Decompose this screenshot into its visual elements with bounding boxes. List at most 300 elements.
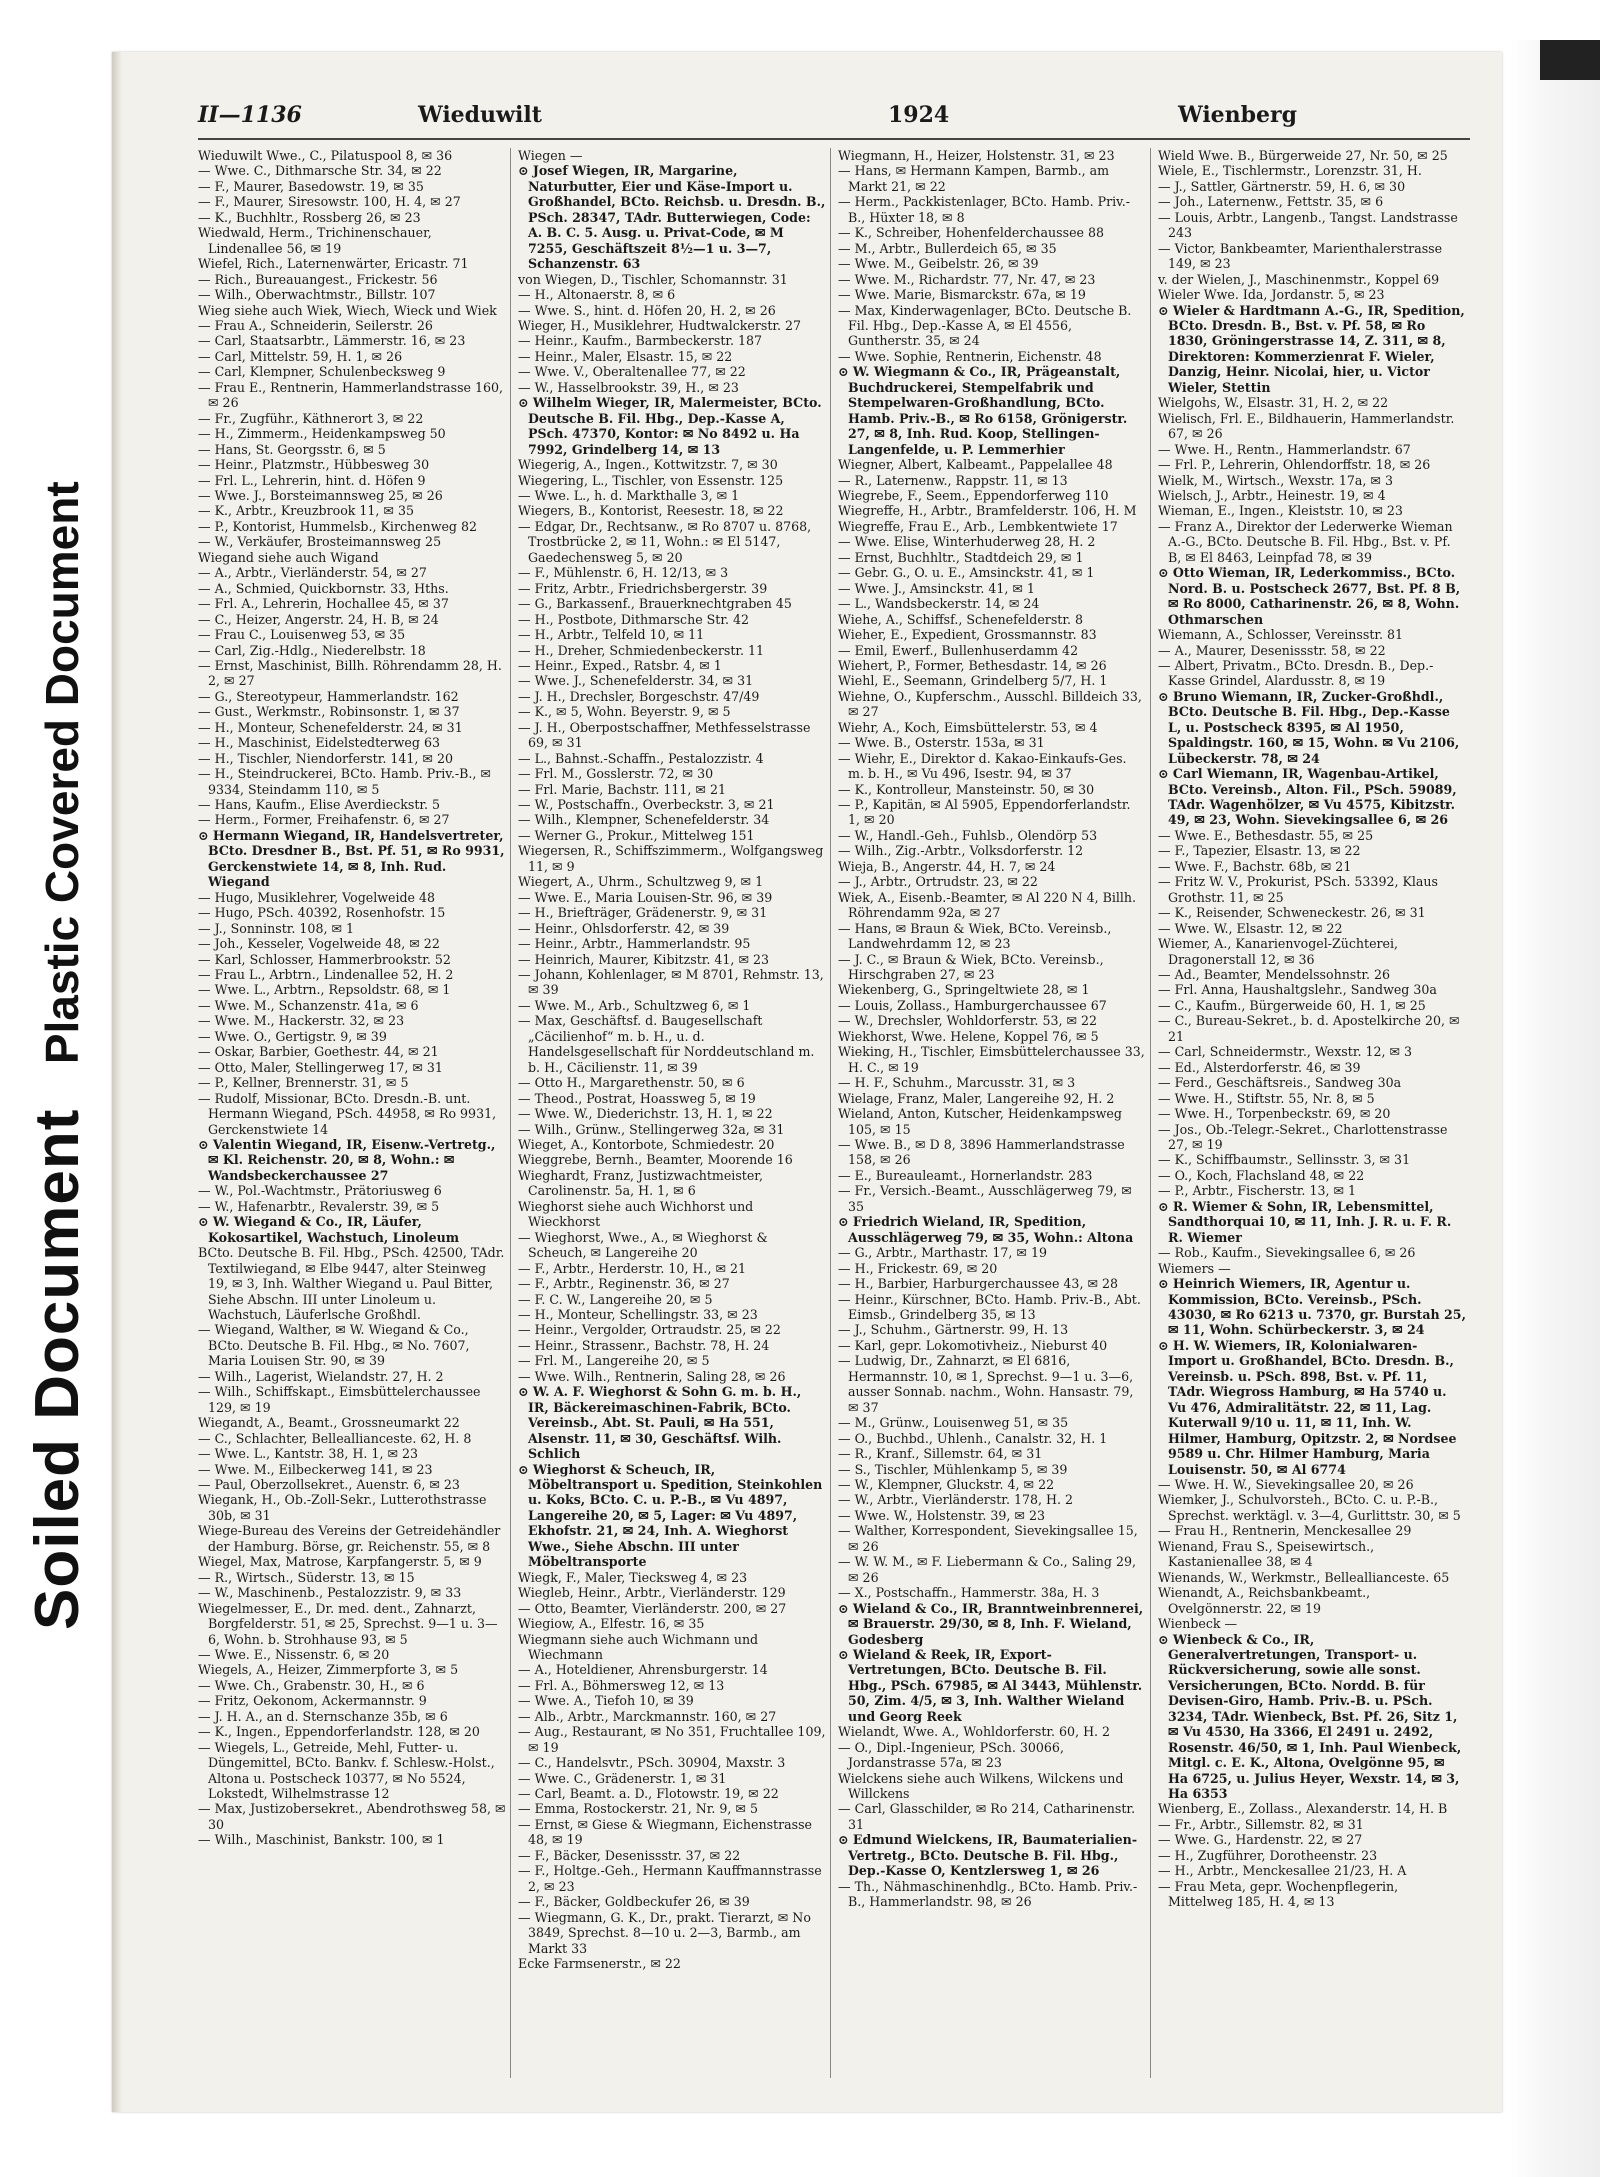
directory-entry: Wieking, H., Tischler, Eimsbüttelerchaussee 33, H. C., ✉ 19 (838, 1044, 1145, 1075)
directory-entry: — Edgar, Dr., Rechtsanw., ✉ Ro 8707 u. 8768, Trostbrücke 2, ✉ 11, Wohn.: ✉ El 5147, Gaedechensweg 5, ✉ 20 (518, 518, 812, 565)
directory-entry: — Carl, Klempner, Schulenbecksweg 9 (198, 364, 446, 380)
directory-entry: Wienbeck — (1158, 1616, 1238, 1632)
directory-entry: — K., Schreiber, Hohenfelderchaussee 88 (838, 225, 1105, 241)
directory-entry: — Frau C., Louisenweg 53, ✉ 35 (198, 627, 406, 643)
directory-entry: — Fr., Versich.-Beamt., Ausschlägerweg 79, ✉ 35 (838, 1183, 1132, 1214)
directory-entry: — Wilh., Oberwachtmstr., Billstr. 107 (198, 287, 436, 303)
directory-entry: — Heinr., Platzmstr., Hübbesweg 30 (198, 457, 430, 473)
directory-entry: — Frau L., Arbtrn., Lindenallee 52, H. 2 (198, 967, 454, 983)
directory-entry: — F., Arbtr., Herderstr. 10, H., ✉ 21 (518, 1260, 747, 1276)
directory-entry: von Wiegen, D., Tischler, Schomannstr. 31 (518, 271, 788, 287)
directory-entry: — Fritz, Oekonom, Ackermannstr. 9 (198, 1693, 427, 1709)
plastic-covered-label: Plastic Covered Document (36, 481, 88, 1065)
directory-entry: — Aug., Restaurant, ✉ No 351, Fruchtallee 109, ✉ 19 (518, 1724, 826, 1755)
directory-entry: — M., Arbtr., Bullerdeich 65, ✉ 35 (838, 240, 1057, 256)
directory-entry: — Wwe. S., hint. d. Höfen 20, H. 2, ✉ 26 (518, 302, 776, 318)
directory-entry: — Ernst, Maschinist, Billh. Röhrendamm 28, H. 2, ✉ 27 (198, 657, 502, 689)
directory-entry: — Frl. A., Lehrerin, Hochallee 45, ✉ 37 (198, 596, 449, 612)
directory-entry: ⊙ Bruno Wiemann, IR, Zucker-Großhdl., BCto. Deutsche B. Fil. Hbg., Dep.-Kasse L, u. Postscheck 8395, ✉ Al 1950, Spaldingstr. 160, ✉ 15, Wohn. ✉ Vu 2106, Lübeckerstr. 78, ✉ 24 (1158, 688, 1460, 766)
directory-entry: — Heinr., Maler, Elsastr. 15, ✉ 22 (518, 348, 733, 364)
directory-entry: — Wiehr, E., Direktor d. Kakao-Einkaufs-Ges. m. b. H., ✉ Vu 496, Isestr. 94, ✉ 37 (838, 750, 1127, 782)
directory-entry: Wiegrebe, F., Seem., Eppendorferweg 110 (838, 487, 1109, 503)
directory-entry: Wiegert, A., Uhrm., Schultzweg 9, ✉ 1 (518, 874, 764, 890)
directory-entry: — Frl. A., Böhmersweg 12, ✉ 13 (518, 1677, 725, 1693)
directory-entry: — Jos., Ob.-Telegr.-Sekret., Charlottenstrasse 27, ✉ 19 (1158, 1121, 1448, 1152)
directory-entry: v. der Wielen, J., Maschinenmstr., Koppel 69 (1158, 271, 1440, 287)
directory-entry: Wiemers — (1158, 1260, 1231, 1276)
directory-entry: — Otto H., Margarethenstr. 50, ✉ 6 (518, 1075, 745, 1091)
directory-entry: — Frl. Marie, Bachstr. 111, ✉ 21 (518, 781, 727, 797)
directory-entry: — R., Kranf., Sillemstr. 64, ✉ 31 (838, 1446, 1043, 1462)
directory-entry: — J. H. A., an d. Sternschanze 35b, ✉ 6 (198, 1708, 448, 1724)
directory-entry: Wiehert, P., Former, Bethesdastr. 14, ✉ 26 (838, 657, 1107, 673)
directory-entry: Wiehr, A., Koch, Eimsbüttelerstr. 53, ✉ 4 (838, 719, 1098, 735)
directory-entry: Wielk, M., Wirtsch., Wexstr. 17a, ✉ 3 (1158, 472, 1393, 488)
directory-entry: Wiege-Bureau des Vereins der Getreidehändler der Hamburg. Börse, gr. Reichenstr. 55, ✉ 8 (198, 1523, 501, 1554)
directory-entry: — K., Reisender, Schweneckestr. 26, ✉ 31 (1158, 905, 1426, 921)
directory-entry: — Wwe. H., Torpenbeckstr. 69, ✉ 20 (1158, 1106, 1391, 1122)
directory-entry: ⊙ Wieghorst & Scheuch, IR, Möbeltransport u. Spedition, Steinkohlen u. Koks, BCto. C. u. P.-B., ✉ Vu 4897, Langereihe 20, ✉ 5, Lager: ✉ Vu 4897, Ekhofstr. 21, ✉ 24, Inh. A. Wieghorst Wwe., Siehe Abschn. III unter Möbeltransporte (518, 1461, 823, 1570)
directory-entry: — G., Barkassenf., Brauerknechtgraben 45 (518, 596, 792, 612)
directory-entry: — Otto, Maler, Stellingerweg 17, ✉ 31 (198, 1059, 443, 1075)
directory-entry: — Rob., Kaufm., Sievekingsallee 6, ✉ 26 (1158, 1245, 1416, 1261)
directory-entry: — Wwe. H. W., Sievekingsallee 20, ✉ 26 (1158, 1476, 1414, 1492)
directory-entry: — Wwe. J., Schenefelderstr. 34, ✉ 31 (518, 673, 754, 689)
directory-entry: — H., Altonaerstr. 8, ✉ 6 (518, 287, 676, 303)
directory-entry: Wieman, E., Ingen., Kleiststr. 10, ✉ 23 (1158, 503, 1403, 519)
directory-entry: — Walther, Korrespondent, Sievekingsallee 15, ✉ 26 (838, 1523, 1138, 1554)
directory-entry: Ecke Farmsenerstr., ✉ 22 (518, 1956, 681, 1972)
directory-entry: Wiegel, Max, Matrose, Karpfangerstr. 5, ✉ 9 (198, 1554, 482, 1570)
directory-entry: — Rudolf, Missionar, BCto. Dresdn.-B. unt. Hermann Wiegand, PSch. 44958, ✉ Ro 9931, Gerckenstwiete 14 (198, 1090, 497, 1137)
directory-entry: — Paul, Oberzollsekret., Auenstr. 6, ✉ 23 (198, 1476, 460, 1492)
directory-entry: Wiek, A., Eisenb.-Beamter, ✉ Al 220 N 4, Billh. Röhrendamm 92a, ✉ 27 (838, 889, 1137, 921)
directory-entry: — W., Hasselbrookstr. 39, H., ✉ 23 (518, 379, 739, 395)
side-label-text (22, 481, 93, 1630)
directory-entry: ⊙ Wieland & Co., IR, Branntweinbrennerei, ✉ Brauerstr. 29/30, ✉ 8, Inh. F. Wieland, Godesberg (838, 1600, 1144, 1647)
directory-entry: Wiegers, B., Kontorist, Reesestr. 18, ✉ 22 (518, 503, 784, 519)
directory-entry: — Wwe. M., Schanzenstr. 41a, ✉ 6 (198, 997, 419, 1013)
directory-entry: — Franz A., Direktor der Lederwerke Wieman A.-G., BCto. Deutsche B. Fil. Hbg., Bst. v. Pf. B, ✉ El 8463, Leinpfad 78, ✉ 39 (1158, 518, 1453, 565)
directory-entry: — H., Arbtr., Telfeld 10, ✉ 11 (518, 627, 705, 643)
side-label (22, 150, 92, 1650)
page-gutter (1510, 40, 1600, 2177)
directory-entry: — Wwe. Elise, Winterhuderweg 28, H. 2 (838, 534, 1096, 550)
directory-entry: — H., Monteur, Schenefelderstr. 24, ✉ 31 (198, 719, 463, 735)
directory-entry: — Heinr., Strassenr., Bachstr. 78, H. 24 (518, 1337, 770, 1353)
directory-entry: — Carl, Zig.-Hdlg., Niederelbstr. 18 (198, 642, 426, 658)
directory-entry: — Wilh., Schiffskapt., Eimsbüttelerchaussee 129, ✉ 19 (198, 1384, 481, 1415)
directory-entry: ⊙ H. W. Wiemers, IR, Kolonialwaren-Import u. Großhandel, BCto. Dresdn. B., Vereinsb. u. PSch. 898, Bst. v. Pf. 11, TAdr. Wiegross Hamburg, ✉ Ha 5740 u. Vu 476, Admiralitätstr. 22, ✉ 11, Lag. Kuterwall 9/10 u. 11, ✉ 11, Inh. W. Hilmer, Hamburg, Opitzstr. 2, ✉ Nordsee 9589 u. Chr. Hilmer Hamburg, Maria Louisenstr. 50, ✉ Al 6774 (1158, 1337, 1457, 1477)
directory-entry: — Max, Justizobersekret., Abendrothsweg 58, ✉ 30 (198, 1801, 506, 1832)
directory-entry: Wieg siehe auch Wiek, Wiech, Wieck und Wiek (198, 302, 497, 318)
directory-entry: — Heinrich, Maurer, Kibitzstr. 41, ✉ 23 (518, 951, 770, 967)
directory-entry: — K., ✉ 5, Wohn. Beyerstr. 9, ✉ 5 (518, 704, 731, 720)
directory-entry: Wiegmann, H., Heizer, Holstenstr. 31, ✉ 23 (838, 148, 1115, 163)
directory-entry: — Frl. M., Gosslerstr. 72, ✉ 30 (518, 766, 714, 782)
directory-entry: Wieher, E., Expedient, Grossmannstr. 83 (838, 627, 1097, 643)
directory-entry: — A., Schmied, Quickbornstr. 33, Hths. (198, 580, 449, 596)
directory-entry: — Oskar, Barbier, Goethestr. 44, ✉ 21 (198, 1044, 439, 1060)
directory-entry: — Wwe. L., Kantstr. 38, H. 1, ✉ 23 (198, 1446, 419, 1462)
directory-entry: — A., Hoteldiener, Ahrensburgerstr. 14 (518, 1662, 768, 1678)
directory-entry: — R., Laternenw., Rappstr. 11, ✉ 13 (838, 472, 1068, 488)
directory-entry: — Wilh., Zig.-Arbtr., Volksdorferstr. 12 (838, 843, 1084, 859)
directory-entry: — F., Bäcker, Goldbeckufer 26, ✉ 39 (518, 1894, 750, 1910)
page-content (112, 52, 1502, 2112)
directory-entry: — H., Tischler, Niendorferstr. 141, ✉ 20 (198, 750, 453, 766)
directory-entry: — Frau A., Schneiderin, Seilerstr. 26 (198, 317, 433, 333)
directory-entry: — Wilh., Lagerist, Wielandstr. 27, H. 2 (198, 1368, 444, 1384)
directory-entry: — Ernst, Buchhltr., Stadtdeich 29, ✉ 1 (838, 549, 1084, 565)
directory-entry: Wiegering, L., Tischler, von Essenstr. 125 (518, 472, 784, 488)
directory-entry: — Wwe. M., Geibelstr. 26, ✉ 39 (838, 256, 1039, 272)
directory-entry: Wiegleb, Heinr., Arbtr., Vierländerstr. 129 (518, 1585, 786, 1601)
directory-entry: — J. H., Oberpostschaffner, Methfesselstrasse 69, ✉ 31 (518, 719, 811, 751)
directory-entry: — Louis, Arbtr., Langenb., Tangst. Landstrasse 243 (1158, 209, 1458, 241)
directory-entry: — Johann, Kohlenlager, ✉ M 8701, Rehmstr. 13, ✉ 39 (518, 967, 824, 998)
column-4 (1158, 148, 1466, 2078)
directory-entry: — Frl. P., Lehrerin, Ohlendorffstr. 18, ✉ 26 (1158, 457, 1431, 473)
directory-entry: — Herm., Packkistenlager, BCto. Hamb. Priv.-B., Hüxter 18, ✉ 8 (838, 194, 1130, 225)
directory-entry: Wieghorst siehe auch Wichhorst und Wieckhorst (518, 1198, 754, 1230)
directory-entry: ⊙ Wieler & Hardtmann A.-G., IR, Spedition, BCto. Dresdn. B., Bst. v. Pf. 58, ✉ Ro 1830, Gröningerstrasse 14, Z. 311, ✉ 8, Direktoren: Kommerzienrat F. Wieler, Danzig, Heinr. Nicolai, hier, u. Victor Wieler, Stettin (1158, 302, 1465, 395)
directory-entry: ⊙ Heinrich Wiemers, IR, Agentur u. Kommission, BCto. Vereinsb., PSch. 43030, ✉ Ro 6213 u. 7370, gr. Burstah 25, ✉ 11, Wohn. Schürbeckerstr. 3, ✉ 24 (1158, 1276, 1466, 1338)
directory-entry: — O., Koch, Flachsland 48, ✉ 22 (1158, 1167, 1365, 1183)
directory-entry: Wienandt, A., Reichsbankbeamt., Ovelgönnerstr. 22, ✉ 19 (1158, 1585, 1371, 1616)
directory-entry: — Carl, Staatsarbtr., Lämmerstr. 16, ✉ 23 (198, 333, 466, 349)
directory-entry: Wiemann, A., Schlosser, Vereinsstr. 81 (1158, 627, 1404, 643)
directory-entry: — Wwe. F., Bachstr. 68b, ✉ 21 (1158, 858, 1352, 874)
directory-entry: — H. F., Schuhm., Marcusstr. 31, ✉ 3 (838, 1075, 1076, 1091)
directory-entry: — Heinr., Exped., Ratsbr. 4, ✉ 1 (518, 657, 722, 673)
columns (198, 148, 1470, 2078)
directory-entry: — Wwe. J., Borsteimannsweg 25, ✉ 26 (198, 487, 443, 503)
directory-entry: — Fr., Zugführ., Käthnerort 3, ✉ 22 (198, 410, 424, 426)
directory-entry: — Joh., Laternenw., Fettstr. 35, ✉ 6 (1158, 194, 1384, 210)
directory-entry: — H., Zugführer, Dorotheenstr. 23 (1158, 1847, 1378, 1863)
directory-entry: — Wilh., Grünw., Stellingerweg 32a, ✉ 31 (518, 1121, 785, 1137)
directory-entry: Wielandt, Wwe. A., Wohldorferstr. 60, H. 2 (838, 1724, 1111, 1740)
directory-entry: — Wwe. C., Grädenerstr. 1, ✉ 31 (518, 1770, 727, 1786)
directory-entry: — Wwe. M., Hackerstr. 32, ✉ 23 (198, 1013, 405, 1029)
directory-entry: Wienands, W., Werkmstr., Belleallianceste. 65 (1158, 1569, 1450, 1585)
directory-entry: — K., Buchhltr., Rossberg 26, ✉ 23 (198, 209, 421, 225)
directory-entry: — E., Bureauleamt., Hornerlandstr. 283 (838, 1167, 1093, 1183)
directory-entry: Wieland, Anton, Kutscher, Heidenkampsweg 105, ✉ 15 (838, 1106, 1122, 1137)
directory-entry: — Heinr., Arbtr., Hammerlandstr. 95 (518, 936, 751, 952)
directory-entry: — Ad., Beamter, Mendelssohnstr. 26 (1158, 967, 1390, 983)
directory-entry: — Wwe. Marie, Bismarckstr. 67a, ✉ 19 (838, 287, 1086, 303)
directory-entry: — K., Schiffbaumstr., Sellinsstr. 3, ✉ 31 (1158, 1152, 1411, 1168)
directory-entry: — Wwe. H., Stiftstr. 55, Nr. 8, ✉ 5 (1158, 1090, 1375, 1106)
directory-entry: — Th., Nähmaschinenhdlg., BCto. Hamb. Priv.-B., Hammerlandstr. 98, ✉ 26 (838, 1878, 1138, 1910)
directory-entry: — Wiegand, Walther, ✉ W. Wiegand & Co., BCto. Deutsche B. Fil. Hbg., ✉ No. 7607, Maria Louisen Str. 90, ✉ 39 (198, 1322, 470, 1369)
directory-entry: Wieja, B., Angerstr. 44, H. 7, ✉ 24 (838, 858, 1056, 874)
directory-entry: — Wwe. H., Rentn., Hammerlandstr. 67 (1158, 441, 1411, 457)
directory-entry: — Frau E., Rentnerin, Hammerlandstrasse 160, ✉ 26 (198, 379, 504, 411)
directory-entry: — Heinr., Vergolder, Ortraudstr. 25, ✉ 22 (518, 1322, 781, 1338)
directory-entry: Wieggrebe, Bernh., Beamter, Moorende 16 (518, 1152, 793, 1168)
directory-entry: — F., Maurer, Basedowstr. 19, ✉ 35 (198, 178, 424, 194)
directory-entry: — Hans, ✉ Hermann Kampen, Barmb., am Markt 21, ✉ 22 (838, 163, 1110, 194)
directory-entry: ⊙ Edmund Wielckens, IR, Baumaterialien-Vertretg., BCto. Deutsche B. Fil. Hbg., Dep.-Kasse O, Kentzlersweg 1, ✉ 26 (838, 1832, 1138, 1879)
directory-entry: ⊙ W. Wiegmann & Co., IR, Prägeanstalt, Buchdruckerei, Stempelfabrik und Stempelwaren-Großhandlung, BCto. Hamb. Priv.-B., ✉ Ro 6158, Grönigerstr. 27, ✉ 8, Inh. Rud. Koop, Stellingen-Langenfelde, u. P. Lemmerhier (838, 364, 1128, 457)
directory-entry: — F. C. W., Langereihe 20, ✉ 5 (518, 1291, 713, 1307)
directory-entry: — P., Arbtr., Fischerstr. 13, ✉ 1 (1158, 1183, 1357, 1199)
column-3 (838, 148, 1146, 2078)
directory-entry: — Wwe. E., Maria Louisen-Str. 96, ✉ 39 (518, 889, 773, 905)
directory-entry: — O., Dipl.-Ingenieur, PSch. 30066, Jordanstrasse 57a, ✉ 23 (838, 1739, 1064, 1771)
directory-entry: Wiele, E., Tischlermstr., Lorenzstr. 31, H. (1158, 163, 1422, 179)
directory-entry: — Heinr., Ohlsdorferstr. 42, ✉ 39 (518, 920, 730, 936)
directory-entry: — Wwe. Wilh., Rentnerin, Saling 28, ✉ 26 (518, 1368, 786, 1384)
directory-entry: — Carl, Glasschilder, ✉ Ro 214, Catharinenstr. 31 (838, 1801, 1136, 1832)
directory-entry: — F., Arbtr., Reginenstr. 36, ✉ 27 (518, 1276, 730, 1292)
directory-entry: — Herm., Former, Freihafenstr. 6, ✉ 27 (198, 812, 450, 828)
directory-entry: — J., Sattler, Gärtnerstr. 59, H. 6, ✉ 30 (1158, 178, 1406, 194)
directory-entry: Wiehe, A., Schiffsf., Schenefelderstr. 8 (838, 611, 1083, 627)
directory-entry: — K., Arbtr., Kreuzbrook 11, ✉ 35 (198, 503, 415, 519)
directory-entry: — Wwe. O., Gertigstr. 9, ✉ 39 (198, 1028, 387, 1044)
directory-entry: — H., Maschinist, Eidelstedterweg 63 (198, 735, 440, 751)
scan-edge (1540, 40, 1600, 80)
directory-entry: ⊙ W. A. F. Wieghorst & Sohn G. m. b. H., IR, Bäckereimaschinen-Fabrik, BCto. Vereinsb., Abt. St. Pauli, ✉ Ha 551, Alsenstr. 11, ✉ 30, Geschäftsf. Wilh. Schlich (518, 1384, 802, 1462)
directory-entry: — W., Arbtr., Vierländerstr. 178, H. 2 (838, 1492, 1073, 1508)
directory-entry: — H., Briefträger, Grädenerstr. 9, ✉ 31 (518, 905, 768, 921)
directory-entry: — F., Bäcker, Desenissstr. 37, ✉ 22 (518, 1847, 741, 1863)
directory-entry: — A., Maurer, Desenissstr. 58, ✉ 22 (1158, 642, 1386, 658)
directory-entry: — Ferd., Geschäftsreis., Sandweg 30a (1158, 1075, 1402, 1091)
directory-entry: — W., Maschinenb., Pestalozzistr. 9, ✉ 33 (198, 1585, 462, 1601)
directory-entry: Wiegiow, A., Elfestr. 16, ✉ 35 (518, 1616, 705, 1632)
directory-entry: ⊙ Wieland & Reek, IR, Export-Vertretungen, BCto. Deutsche B. Fil. Hbg., PSch. 67985, ✉ Al 3443, Mühlenstr. 50, Zim. 4/5, ✉ 3, Inh. Walther Wieland und Georg Reek (838, 1646, 1143, 1724)
column-divider (830, 148, 831, 2078)
directory-entry: Wiehne, O., Kupferschm., Ausschl. Billdeich 33, ✉ 27 (838, 688, 1142, 720)
header-year: 1924 (888, 102, 950, 128)
directory-entry: Wiegels, A., Heizer, Zimmerpforte 3, ✉ 5 (198, 1662, 459, 1678)
directory-entry: — Wwe. M., Eilbeckerweg 141, ✉ 23 (198, 1461, 433, 1477)
header-first-name: Wieduwilt (418, 102, 542, 128)
directory-entry: — Wwe. V., Oberaltenallee 77, ✉ 22 (518, 364, 746, 380)
directory-entry: — Max, Geschäftsf. d. Baugesellschaft „Cäcilienhof“ m. b. H., u. d. Handelsgesellschaft für Norddeutschland m. b. H., Cäcilienstr. 11, ✉ 39 (518, 1013, 815, 1075)
directory-entry: — P., Kellner, Brennerstr. 31, ✉ 5 (198, 1075, 409, 1091)
directory-entry: Wiegreffe, Frau E., Arb., Lembkentwiete 17 (838, 518, 1118, 534)
directory-entry: — W., Drechsler, Wohldorferstr. 53, ✉ 22 (838, 1013, 1098, 1029)
directory-entry: — C., Heizer, Angerstr. 24, H. B, ✉ 24 (198, 611, 439, 627)
header-rule (198, 138, 1470, 140)
directory-entry: Wielsch, J., Arbtr., Heinestr. 19, ✉ 4 (1158, 487, 1386, 503)
directory-entry: — Karl, gepr. Lokomotivheiz., Nieburst 40 (838, 1337, 1108, 1353)
directory-entry: — Karl, Schlosser, Hammerbrookstr. 52 (198, 951, 451, 967)
page-header (198, 102, 1470, 142)
directory-entry: — Wwe. C., Dithmarsche Str. 34, ✉ 22 (198, 163, 442, 179)
directory-entry: Wieget, A., Kontorbote, Schmiedestr. 20 (518, 1137, 775, 1152)
directory-entry: Wielgohs, W., Elsastr. 31, H. 2, ✉ 22 (1158, 395, 1389, 411)
directory-entry: — J., Sonninstr. 108, ✉ 1 (198, 920, 355, 936)
directory-entry: BCto. Deutsche B. Fil. Hbg., PSch. 42500, TAdr. Textilwiegand, ✉ Elbe 9447, alter Steinweg 19, ✉ 3, Inh. Walther Wiegand u. Paul Bitter, Siehe Abschn. III unter Linoleum u. Wachstuch, Läuferlsche Großhdl. (198, 1245, 505, 1322)
directory-entry: — Fr., Arbtr., Sillemstr. 82, ✉ 31 (1158, 1816, 1364, 1832)
directory-entry: — Frl. Anna, Haushaltgslehr., Sandweg 30a (1158, 982, 1437, 998)
directory-entry: — Hugo, Musiklehrer, Vogelweide 48 (198, 889, 436, 905)
directory-entry: ⊙ R. Wiemer & Sohn, IR, Lebensmittel, Sandthorquai 10, ✉ 11, Inh. J. R. u. F. R. R. Wiemer (1158, 1198, 1452, 1245)
directory-entry: — X., Postschaffn., Hammerstr. 38a, H. 3 (838, 1585, 1100, 1601)
directory-entry: — W., Handl.-Geh., Fuhlsb., Olendörp 53 (838, 827, 1098, 843)
directory-entry: — Alb., Arbtr., Marckmannstr. 160, ✉ 27 (518, 1708, 777, 1724)
directory-entry: ⊙ Wilhelm Wieger, IR, Malermeister, BCto. Deutsche B. Fil. Hbg., Dep.-Kasse A, PSch. 47370, Kontor: ✉ No 8492 u. Ha 7992, Grindelberg 14, ✉ 13 (518, 395, 822, 457)
directory-entry: — H., Dreher, Schmiedenbeckerstr. 11 (518, 642, 765, 658)
directory-entry: — Wwe. E., Bethesdastr. 55, ✉ 25 (1158, 827, 1374, 843)
directory-entry: ⊙ Valentin Wiegand, IR, Eisenw.-Vertretg., ✉ Kl. Reichenstr. 20, ✉ 8, Wohn.: ✉ Wandsbeckerchaussee 27 (198, 1137, 496, 1183)
directory-entry: — Joh., Kesseler, Vogelweide 48, ✉ 22 (198, 936, 440, 952)
directory-entry: — Emil, Ewerf., Bullenhuserdamm 42 (838, 642, 1079, 658)
soiled-document-label: Soiled Document (23, 1108, 92, 1630)
directory-entry: Wienand, Frau S., Speisewirtsch., Kastanienallee 38, ✉ 4 (1158, 1538, 1375, 1570)
directory-entry: — Werner G., Prokur., Mittelweg 151 (518, 827, 755, 843)
directory-entry: Wielage, Franz, Maler, Langereihe 92, H. 2 (838, 1090, 1115, 1106)
directory-entry: — Wwe. Ch., Grabenstr. 30, H., ✉ 6 (198, 1677, 425, 1693)
directory-entry: — H., Barbier, Harburgerchaussee 43, ✉ 28 (838, 1276, 1119, 1292)
directory-entry: — Victor, Bankbeamter, Marienthalerstrasse 149, ✉ 23 (1158, 240, 1443, 272)
directory-entry: Wiegner, Albert, Kalbeamt., Pappelallee 48 (838, 457, 1113, 473)
directory-entry: — F., Tapezier, Elsastr. 13, ✉ 22 (1158, 843, 1361, 859)
directory-entry: Wieghardt, Franz, Justizwachtmeister, Carolinenstr. 5a, H. 1, ✉ 6 (518, 1167, 763, 1199)
directory-entry: — Frl. L., Lehrerin, hint. d. Höfen 9 (198, 472, 426, 488)
directory-entry: Wiegerig, A., Ingen., Kottwitzstr. 7, ✉ 30 (518, 457, 778, 473)
directory-entry: — H., Zimmerm., Heidenkampsweg 50 (198, 426, 446, 442)
directory-entry: — Hans, ✉ Braun & Wiek, BCto. Vereinsb., Landwehrdamm 12, ✉ 23 (838, 920, 1112, 952)
directory-entry: — Rich., Bureauangest., Frickestr. 56 (198, 271, 438, 287)
directory-entry: — W., Hafenarbtr., Revalerstr. 39, ✉ 5 (198, 1198, 440, 1214)
directory-entry: — H., Steindruckerei, BCto. Hamb. Priv.-B., ✉ 9334, Steindamm 110, ✉ 5 (198, 766, 491, 797)
directory-entry: — Wiegmann, G. K., Dr., prakt. Tierarzt, ✉ No 3849, Sprechst. 8—10 u. 2—3, Barmb., am Markt 33 (518, 1909, 811, 1956)
directory-entry: — Fritz W. V., Prokurist, PSch. 53392, Klaus Grothstr. 11, ✉ 25 (1158, 874, 1438, 905)
directory-entry: — O., Buchbd., Uhlenh., Canalstr. 32, H. 1 (838, 1430, 1108, 1446)
directory-entry: Wieduwilt Wwe., C., Pilatuspool 8, ✉ 36 (198, 148, 453, 163)
directory-entry: — Wwe. W., Diederichstr. 13, H. 1, ✉ 22 (518, 1106, 773, 1122)
directory-entry: — C., Schlachter, Belleallianceste. 62, H. 8 (198, 1430, 472, 1446)
directory-entry: ⊙ Otto Wieman, IR, Lederkommiss., BCto. Nord. B. u. Postscheck 2677, Bst. Pf. 8 B, ✉ Ro 8000, Catharinenstr. 26, ✉ 8, Wohn. Othmarschen (1158, 565, 1461, 627)
directory-entry: Wiegandt, A., Beamt., Grossneumarkt 22 (198, 1415, 460, 1431)
directory-entry: — Wwe. B., Osterstr. 153a, ✉ 31 (838, 735, 1045, 751)
directory-entry: Wiedwald, Herm., Trichinenschauer, Lindenallee 56, ✉ 19 (198, 225, 432, 256)
directory-entry: — M., Grünw., Louisenweg 51, ✉ 35 (838, 1415, 1069, 1431)
directory-entry: — Carl, Schneidermstr., Wexstr. 12, ✉ 3 (1158, 1044, 1413, 1060)
column-2 (518, 148, 826, 2078)
directory-entry: — Carl, Beamt. a. D., Flotowstr. 19, ✉ 22 (518, 1786, 779, 1802)
directory-entry: Wiegersen, R., Schiffszimmerm., Wolfgangsweg 11, ✉ 9 (518, 843, 824, 874)
directory-entry: — C., Handelsvtr., PSch. 30904, Maxstr. 3 (518, 1755, 786, 1771)
directory-entry: — Wwe. A., Tiefoh 10, ✉ 39 (518, 1693, 694, 1709)
directory-entry: — Wwe. G., Hardenstr. 22, ✉ 27 (1158, 1832, 1363, 1848)
directory-entry: — Ed., Alsterdorferstr. 46, ✉ 39 (1158, 1059, 1361, 1075)
directory-entry: — Frau H., Rentnerin, Menckesallee 29 (1158, 1523, 1412, 1539)
directory-entry: Wiegand siehe auch Wigand (198, 549, 379, 565)
directory-entry: — Frau Meta, gepr. Wochenpflegerin, Mittelweg 185, H. 4, ✉ 13 (1158, 1878, 1399, 1910)
directory-entry: — S., Tischler, Mühlenkamp 5, ✉ 39 (838, 1461, 1068, 1477)
directory-entry: — G., Arbtr., Marthastr. 17, ✉ 19 (838, 1245, 1047, 1261)
directory-entry: — Max, Kinderwagenlager, BCto. Deutsche B. Fil. Hbg., Dep.-Kasse A, ✉ El 4556, Guntherstr. 35, ✉ 24 (838, 302, 1132, 349)
directory-entry: — H., Arbtr., Menckesallee 21/23, H. A (1158, 1863, 1407, 1879)
directory-entry: Wiehl, E., Seemann, Grindelberg 5/7, H. 1 (838, 673, 1108, 689)
directory-entry: — L., Wandsbeckerstr. 14, ✉ 24 (838, 596, 1040, 612)
directory-entry: — H., Postbote, Dithmarsche Str. 42 (518, 611, 750, 627)
directory-entry: — Wwe. B., ✉ D 8, 3896 Hammerlandstrasse 158, ✉ 26 (838, 1137, 1125, 1168)
directory-entry: — Wwe. L., Arbtrn., Repsoldstr. 68, ✉ 1 (198, 982, 451, 998)
directory-entry: — W., Klempner, Gluckstr. 4, ✉ 22 (838, 1476, 1055, 1492)
directory-entry: — W. W. M., ✉ F. Liebermann & Co., Saling 29, ✉ 26 (838, 1554, 1137, 1585)
directory-entry: ⊙ Friedrich Wieland, IR, Spedition, Ausschlägerweg 79, ✉ 35, Wohn.: Altona (838, 1214, 1134, 1245)
directory-entry: — Wwe. J., Amsinckstr. 41, ✉ 1 (838, 580, 1035, 596)
directory-entry: — Frl. M., Langereihe 20, ✉ 5 (518, 1353, 710, 1369)
directory-entry: — Wwe. W., Holstenstr. 39, ✉ 23 (838, 1507, 1045, 1523)
directory-entry: — Wiegels, L., Getreide, Mehl, Futter- u. Düngemittel, BCto. Bankv. f. Schlesw.-Holst., Altona u. Postscheck 10377, ✉ No 5524, Lokstedt, Wilhelmstrasse 12 (198, 1739, 495, 1802)
directory-entry: — F., Mühlenstr. 6, H. 12/13, ✉ 3 (518, 565, 729, 581)
directory-entry: — L., Bahnst.-Schaffn., Pestalozzistr. 4 (518, 750, 764, 766)
directory-entry: Wiegen — (518, 148, 583, 163)
directory-entry: — Gust., Werkmstr., Robinsonstr. 1, ✉ 37 (198, 704, 460, 720)
directory-entry: — Wieghorst, Wwe., A., ✉ Wieghorst & Scheuch, ✉ Langereihe 20 (518, 1229, 768, 1261)
directory-entry: — Heinr., Kaufm., Barmbeckerstr. 187 (518, 333, 763, 349)
directory-entry: — Theod., Postrat, Hoassweg 5, ✉ 19 (518, 1090, 756, 1106)
directory-entry: Wield Wwe. B., Bürgerweide 27, Nr. 50, ✉ 25 (1158, 148, 1448, 163)
directory-entry: Wiegk, F., Maler, Tiecksweg 4, ✉ 23 (518, 1569, 748, 1585)
directory-entry: — Gebr. G., O. u. E., Amsinckstr. 41, ✉ 1 (838, 565, 1095, 581)
directory-entry: Wiegreffe, H., Arbtr., Bramfelderstr. 106, H. M (838, 503, 1137, 519)
directory-entry: — W., Pol.-Wachtmstr., Prätoriusweg 6 (198, 1183, 442, 1199)
directory-entry: — Ernst, ✉ Giese & Wiegmann, Eichenstrasse 48, ✉ 19 (518, 1816, 813, 1848)
directory-entry: — J., Arbtr., Ortrudstr. 23, ✉ 22 (838, 874, 1038, 890)
directory-entry: Wiegank, H., Ob.-Zoll-Sekr., Lutterothstrasse 30b, ✉ 31 (198, 1492, 487, 1523)
directory-entry: — Emma, Rostockerstr. 21, Nr. 9, ✉ 5 (518, 1801, 758, 1817)
directory-entry: — H., Frickestr. 69, ✉ 20 (838, 1260, 998, 1276)
directory-entry: — J. H., Drechsler, Borgeschstr. 47/49 (518, 688, 760, 704)
directory-entry: — Wwe. M., Arb., Schultzweg 6, ✉ 1 (518, 997, 751, 1013)
directory-entry: Wiegelmesser, E., Dr. med. dent., Zahnarzt, Borgfelderstr. 51, ✉ 25, Sprechst. 9—1 u. 3—6, Wohn. b. Strohhause 93, ✉ 5 (198, 1600, 498, 1647)
directory-entry: — Albert, Privatm., BCto. Dresdn. B., Dep.-Kasse Grindel, Alardusstr. 8, ✉ 19 (1158, 657, 1434, 689)
directory-entry: — Wwe. Sophie, Rentnerin, Eichenstr. 48 (838, 348, 1102, 364)
directory-entry: — Wwe. L., h. d. Markthalle 3, ✉ 1 (518, 487, 740, 503)
directory-entry: Wieger, H., Musiklehrer, Hudtwalckerstr. 27 (518, 317, 802, 333)
column-1 (198, 148, 506, 2078)
directory-entry: — P., Kapitän, ✉ Al 5905, Eppendorferlandstr. 1, ✉ 20 (838, 797, 1131, 828)
directory-entry: Wiefel, Rich., Laternenwärter, Ericastr. 71 (198, 256, 469, 272)
directory-entry: — C., Bureau-Sekret., b. d. Apostelkirche 20, ✉ 21 (1158, 1013, 1460, 1044)
directory-entry: — Wilh., Maschinist, Bankstr. 100, ✉ 1 (198, 1832, 445, 1848)
directory-entry: Wielckens siehe auch Wilkens, Wilckens und Willckens (838, 1770, 1124, 1802)
directory-entry: — K., Kontrolleur, Mansteinstr. 50, ✉ 30 (838, 781, 1095, 797)
directory-entry: ⊙ W. Wiegand & Co., IR, Läufer, Kokosartikel, Wachstuch, Linoleum (198, 1214, 460, 1245)
directory-entry: Wiekenberg, G., Springeltwiete 28, ✉ 1 (838, 982, 1090, 998)
directory-entry: — Hans, Kaufm., Elise Averdieckstr. 5 (198, 797, 441, 813)
directory-entry: — Hugo, PSch. 40392, Rosenhofstr. 15 (198, 905, 446, 921)
directory-entry: — K., Ingen., Eppendorferlandstr. 128, ✉ 20 (198, 1724, 480, 1740)
directory-entry: — Otto, Beamter, Vierländerstr. 200, ✉ 27 (518, 1600, 787, 1616)
directory-entry: — J., Schuhm., Gärtnerstr. 99, H. 13 (838, 1322, 1069, 1338)
directory-entry: — Wwe. M., Richardstr. 77, Nr. 47, ✉ 23 (838, 271, 1096, 287)
directory-entry: ⊙ Hermann Wiegand, IR, Handelsvertreter, BCto. Dresdner B., Bst. Pf. 51, ✉ Ro 9931, Gerckenstwiete 14, ✉ 8, Inh. Rud. Wiegand (198, 827, 505, 890)
page-number: II—1136 (198, 102, 302, 128)
directory-entry: Wieler Wwe. Ida, Jordanstr. 5, ✉ 23 (1158, 287, 1385, 303)
directory-entry: — Hans, St. Georgsstr. 6, ✉ 5 (198, 441, 386, 457)
directory-entry: ⊙ Carl Wiemann, IR, Wagenbau-Artikel, BCto. Vereinsb., Alton. Fil., PSch. 59089, TAdr. Wagenhölzer, ✉ Vu 4575, Kibitzstr. 49, ✉ 23, Wohn. Sievekingsallee 6, ✉ 26 (1158, 766, 1457, 828)
directory-entry: — Louis, Zollass., Hamburgerchaussee 67 (838, 997, 1107, 1013)
directory-entry: Wiemer, A., Kanarienvogel-Züchterei, Dragonerstall 12, ✉ 36 (1158, 936, 1399, 967)
directory-entry: — H., Monteur, Schellingstr. 33, ✉ 23 (518, 1306, 758, 1322)
directory-entry: Wiekhorst, Wwe. Helene, Koppel 76, ✉ 5 (838, 1028, 1099, 1044)
directory-entry: Wienberg, E., Zollass., Alexanderstr. 14, H. B (1158, 1801, 1448, 1817)
directory-entry: — Wwe. W., Elsastr. 12, ✉ 22 (1158, 920, 1343, 936)
